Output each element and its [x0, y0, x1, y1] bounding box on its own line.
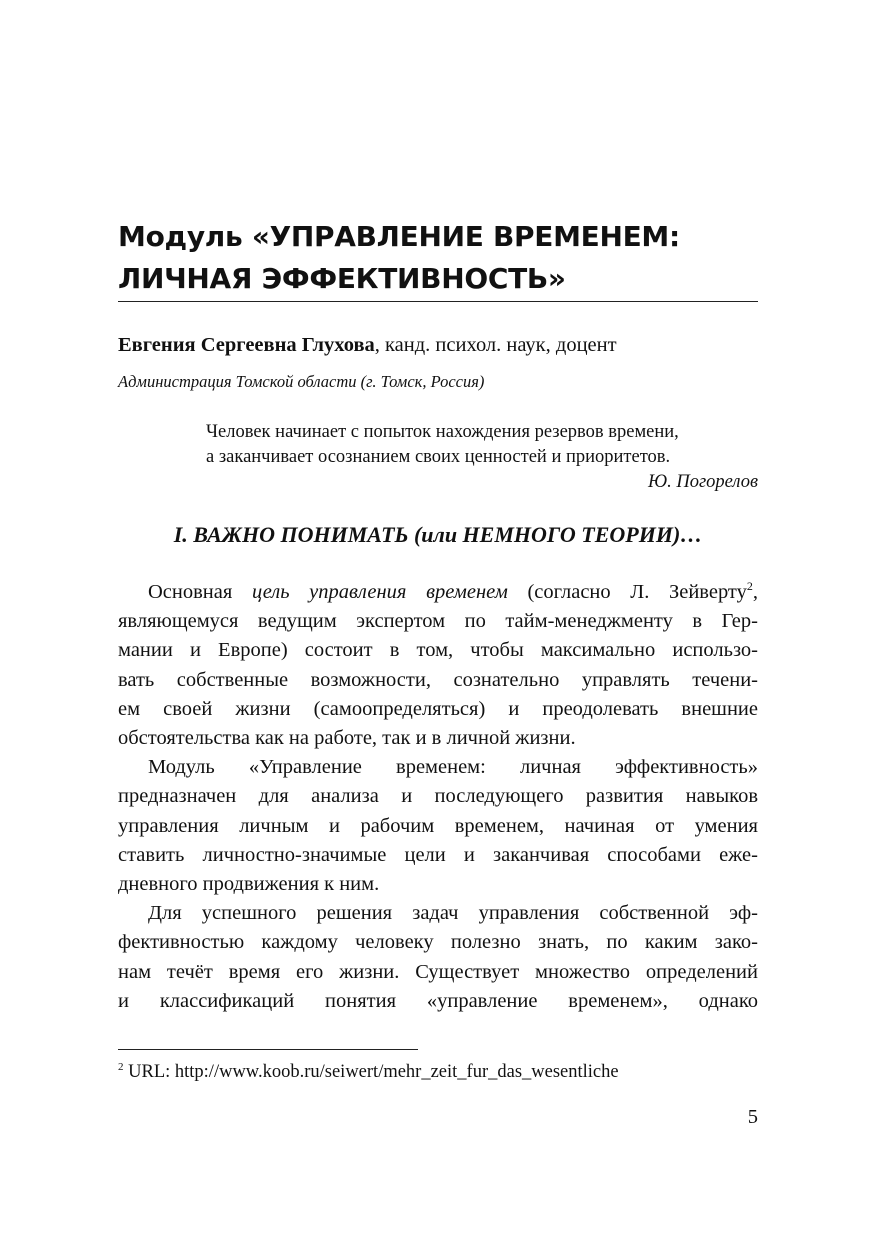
- footnote-divider: [118, 1049, 418, 1050]
- paragraph-line: управления личным и рабочим временем, начиная от умения: [118, 814, 758, 837]
- page-number: 5: [747, 1106, 758, 1128]
- paragraph: [118, 753, 758, 899]
- author-line: [118, 332, 617, 358]
- title-line-2: ЛИЧНАЯ ЭФФЕКТИВНОСТЬ»: [118, 262, 566, 295]
- section-heading: I. ВАЖНО ПОНИМАТЬ (или НЕМНОГО ТЕОРИИ)…: [173, 522, 703, 547]
- text-span: Основная: [148, 581, 252, 603]
- paragraph-line: и классификаций понятия «управление временем», однако: [118, 989, 758, 1012]
- paragraph-line: ставить личностно-значимые цели и заканчивая способами еже-: [118, 843, 758, 866]
- footnote-text[interactable]: URL: http://www.koob.ru/seiwert/mehr_zeit_fur_das_wesentliche: [123, 1062, 619, 1082]
- body-text: [118, 578, 758, 1016]
- paragraph-line: предназначен для анализа и последующего развития навыков: [118, 785, 758, 808]
- page-title: [118, 216, 758, 300]
- paragraph-line: Для успешного решения задач управления собственной эф-: [148, 902, 758, 925]
- text-span: ,: [752, 581, 758, 603]
- paragraph-line: [118, 578, 758, 607]
- paragraph: [118, 899, 758, 1016]
- epigraph-source: Ю. Погорелов: [648, 472, 758, 492]
- title-line-1: Модуль «УПРАВЛЕНИЕ ВРЕМЕНЕМ:: [118, 220, 680, 253]
- paragraph-line: являющемуся ведущим экспертом по тайм-менеджменту в Гер-: [118, 610, 758, 633]
- paragraph-line: фективностью каждому человеку полезно знать, по каким зако-: [118, 931, 758, 954]
- author-name: Евгения Сергеевна Глухова: [118, 334, 375, 356]
- epigraph: [206, 420, 758, 495]
- paragraph-line: Модуль «Управление временем: личная эффективность»: [148, 756, 758, 779]
- title-divider: [118, 301, 758, 302]
- footnote-mark: 2: [118, 1060, 124, 1073]
- document-page: [118, 0, 758, 1240]
- epigraph-line-2: а заканчивает осознанием своих ценностей и приоритетов.: [206, 447, 671, 467]
- paragraph: [118, 578, 758, 753]
- paragraph-line: вать собственные возможности, сознательно управлять течени-: [118, 668, 758, 691]
- footnote-ref[interactable]: 2: [746, 579, 753, 594]
- text-span: (согласно Л. Зейверту: [507, 581, 747, 603]
- paragraph-line: дневного продвижения к ним.: [118, 873, 380, 896]
- paragraph-line: обстоятельства как на работе, так и в личной жизни.: [118, 727, 576, 750]
- epigraph-line-1: Человек начинает с попыток нахождения резервов времени,: [206, 422, 679, 442]
- author-degree: , канд. психол. наук, доцент: [374, 334, 617, 356]
- paragraph-line: нам течёт время его жизни. Существует множество определений: [118, 960, 758, 983]
- emphasis-term: цель управления временем: [251, 581, 508, 603]
- footnote: [118, 1060, 619, 1084]
- paragraph-line: мании и Европе) состоит в том, чтобы максимально использо-: [118, 639, 758, 662]
- author-affiliation: Администрация Томской области (г. Томск, Россия): [118, 372, 485, 391]
- paragraph-line: ем своей жизни (самоопределяться) и преодолевать внешние: [118, 697, 758, 720]
